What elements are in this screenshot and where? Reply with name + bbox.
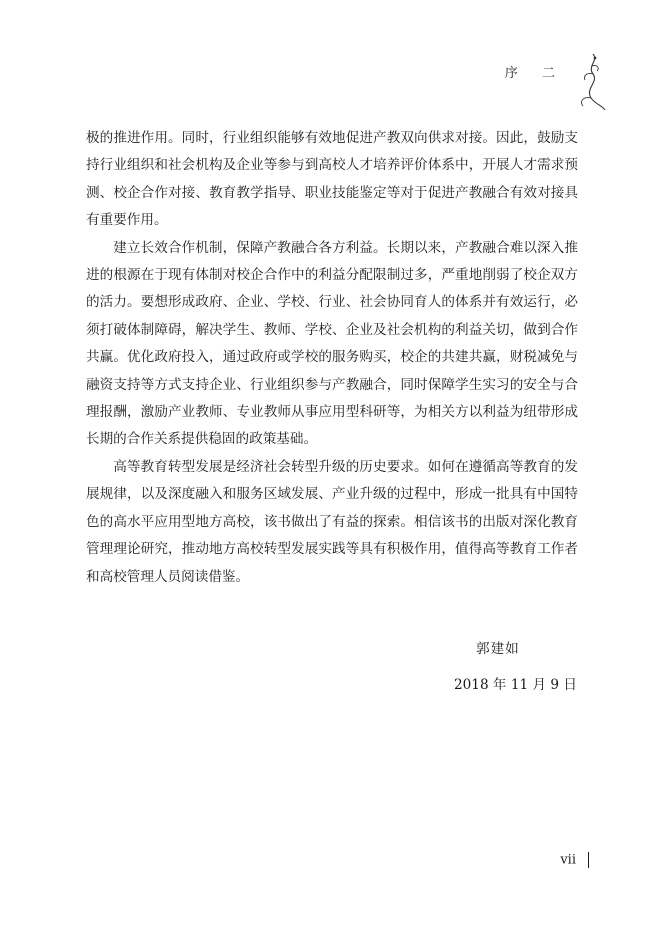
header-title: 序 二 [504,66,565,81]
signature-date: 2018 年 11 月 9 日 [454,677,577,693]
footer-divider [588,852,589,868]
paragraph-3: 高等教育转型发展是经济社会转型升级的历史要求。如何在遵循高等教育的发展规律，以及深度融入和服务区域发展、产业升级的过程中，形成一批具有中国特色的高水平应用型地方高校，该书做出了有益的探索。相信该书的出版对深化教育管理理论研究，推动地方高校转型发展实践等具有积极作用，值得高等教育工作者和高校管理人员阅读借鉴。 [86,458,578,585]
page-number: vii [560,852,576,868]
page-footer [560,852,589,868]
floral-ornament-icon [573,52,607,112]
author-signature: 郭建如 [476,641,520,657]
body-text [86,125,578,591]
running-header [497,52,607,112]
paragraph-1: 极的推进作用。同时，行业组织能够有效地促进产教双向供求对接。因此，鼓励支持行业组织和社会机构及企业等参与到高校人才培养评价体系中，开展人才需求预测、校企合作对接、教育教学指导、职业技能鉴定等对于促进产教融合有效对接具有重要作用。 [86,130,578,229]
paragraph-2: 建立长效合作机制，保障产教融合各方利益。长期以来，产教融合难以深入推进的根源在于现有体制对校企合作中的利益分配限制过多，严重地削弱了校企双方的活力。要想形成政府、企业、学校、行业、社会协同育人的体系并有效运行，必须打破体制障碍，解决学生、教师、学校、企业及社会机构的利益关切，做到合作共赢。优化政府投入，通过政府或学校的服务购买，校企的共建共赢，财税减免与融资支持等方式支持企业、行业组织参与产教融合，同时保障学生实习的安全与合理报酬，激励产业教师、专业教师从事应用型科研等，为相关方以利益为纽带形成长期的合作关系提供稳固的政策基础。 [86,239,578,448]
